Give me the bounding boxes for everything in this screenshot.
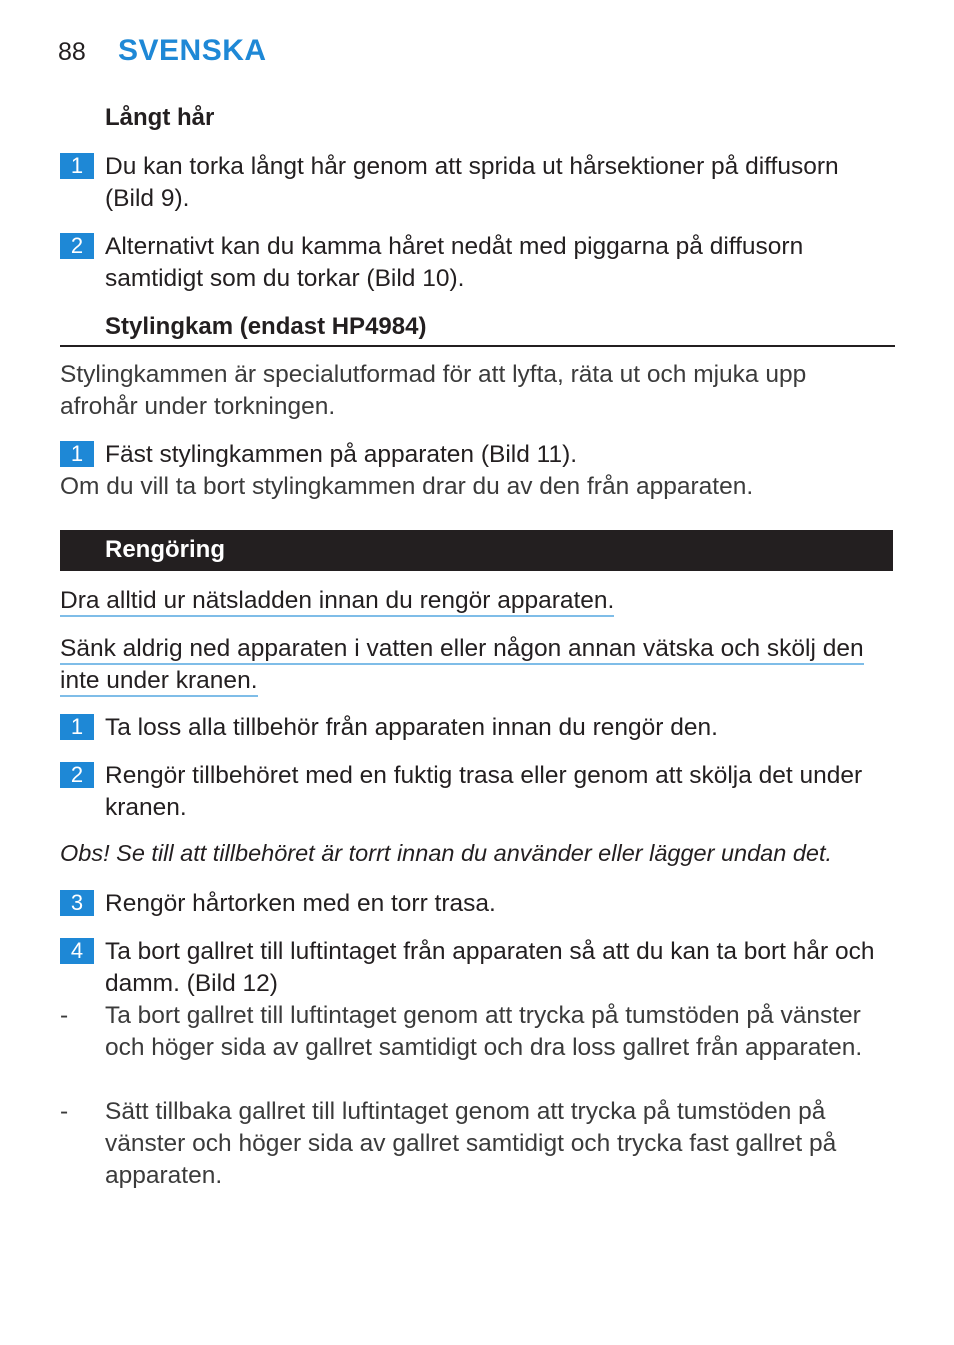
warning-water bbox=[60, 633, 870, 697]
step-number-badge: 3 bbox=[60, 890, 94, 916]
long-hair-step-2 bbox=[60, 231, 894, 295]
styling-comb-intro: Stylingkammen är specialutformad för att lyfta, räta ut och mjuka upp afrohår under torkningen. bbox=[60, 361, 807, 420]
step-number-badge: 2 bbox=[60, 762, 94, 788]
step-number-badge: 1 bbox=[60, 441, 94, 467]
styling-comb-step-1 bbox=[60, 439, 894, 471]
cleaning-step-3 bbox=[60, 888, 894, 920]
step-text: Fäst stylingkammen på apparaten (Bild 11). bbox=[105, 441, 578, 468]
long-hair-heading: Långt hår bbox=[105, 104, 215, 131]
cleaning-heading: Rengöring bbox=[105, 536, 225, 563]
language-heading: SVENSKA bbox=[118, 34, 267, 67]
bullet-text: Ta bort gallret till luftintaget genom att trycka på tumstöden på vänster och höger sida av gallret samtidigt och dra loss gallret från apparaten. bbox=[105, 1002, 863, 1061]
step-text: Ta bort gallret till luftintaget från apparaten så att du kan ta bort hår och damm. (Bild 12) bbox=[105, 938, 875, 997]
bullet-item-remove-grille bbox=[60, 1000, 894, 1064]
step-text: Ta loss alla tillbehör från apparaten innan du rengör den. bbox=[105, 714, 718, 741]
warning-text: Dra alltid ur nätsladden innan du rengör apparaten. bbox=[60, 587, 614, 617]
section-divider bbox=[60, 345, 895, 347]
bullet-dash: - bbox=[60, 1098, 69, 1125]
styling-comb-after: Om du vill ta bort stylingkammen drar du av den från apparaten. bbox=[60, 473, 754, 500]
step-text: Du kan torka långt hår genom att sprida ut hårsektioner på diffusorn (Bild 9). bbox=[105, 153, 839, 212]
step-number-badge: 4 bbox=[60, 938, 94, 964]
step-text: Rengör tillbehöret med en fuktig trasa eller genom att skölja det under kranen. bbox=[105, 762, 863, 821]
step-number-badge: 2 bbox=[60, 233, 94, 259]
cleaning-step-1 bbox=[60, 712, 894, 744]
cleaning-note: Obs! Se till att tillbehöret är torrt innan du använder eller lägger undan det. bbox=[60, 840, 833, 866]
step-text: Alternativt kan du kamma håret nedåt med piggarna på diffusorn samtidigt som du torkar (Bild 10). bbox=[105, 233, 804, 292]
page-number: 88 bbox=[58, 38, 86, 66]
bullet-item-reattach-grille bbox=[60, 1096, 894, 1192]
cleaning-step-4 bbox=[60, 936, 894, 1000]
styling-comb-heading: Stylingkam (endast HP4984) bbox=[105, 313, 427, 340]
step-number-badge: 1 bbox=[60, 153, 94, 179]
bullet-dash: - bbox=[60, 1002, 69, 1029]
step-number-badge: 1 bbox=[60, 714, 94, 740]
bullet-text: Sätt tillbaka gallret till luftintaget genom att trycka på tumstöden på vänster och höger sida av gallret samtidigt och trycka fast gallret på apparaten. bbox=[105, 1098, 837, 1189]
warning-unplug bbox=[60, 585, 890, 617]
cleaning-step-2 bbox=[60, 760, 894, 824]
cleaning-heading-bar bbox=[60, 530, 893, 571]
step-text: Rengör hårtorken med en torr trasa. bbox=[105, 890, 496, 917]
long-hair-step-1 bbox=[60, 151, 894, 215]
warning-text: Sänk aldrig ned apparaten i vatten eller någon annan vätska och skölj den inte under kranen. bbox=[60, 635, 864, 697]
